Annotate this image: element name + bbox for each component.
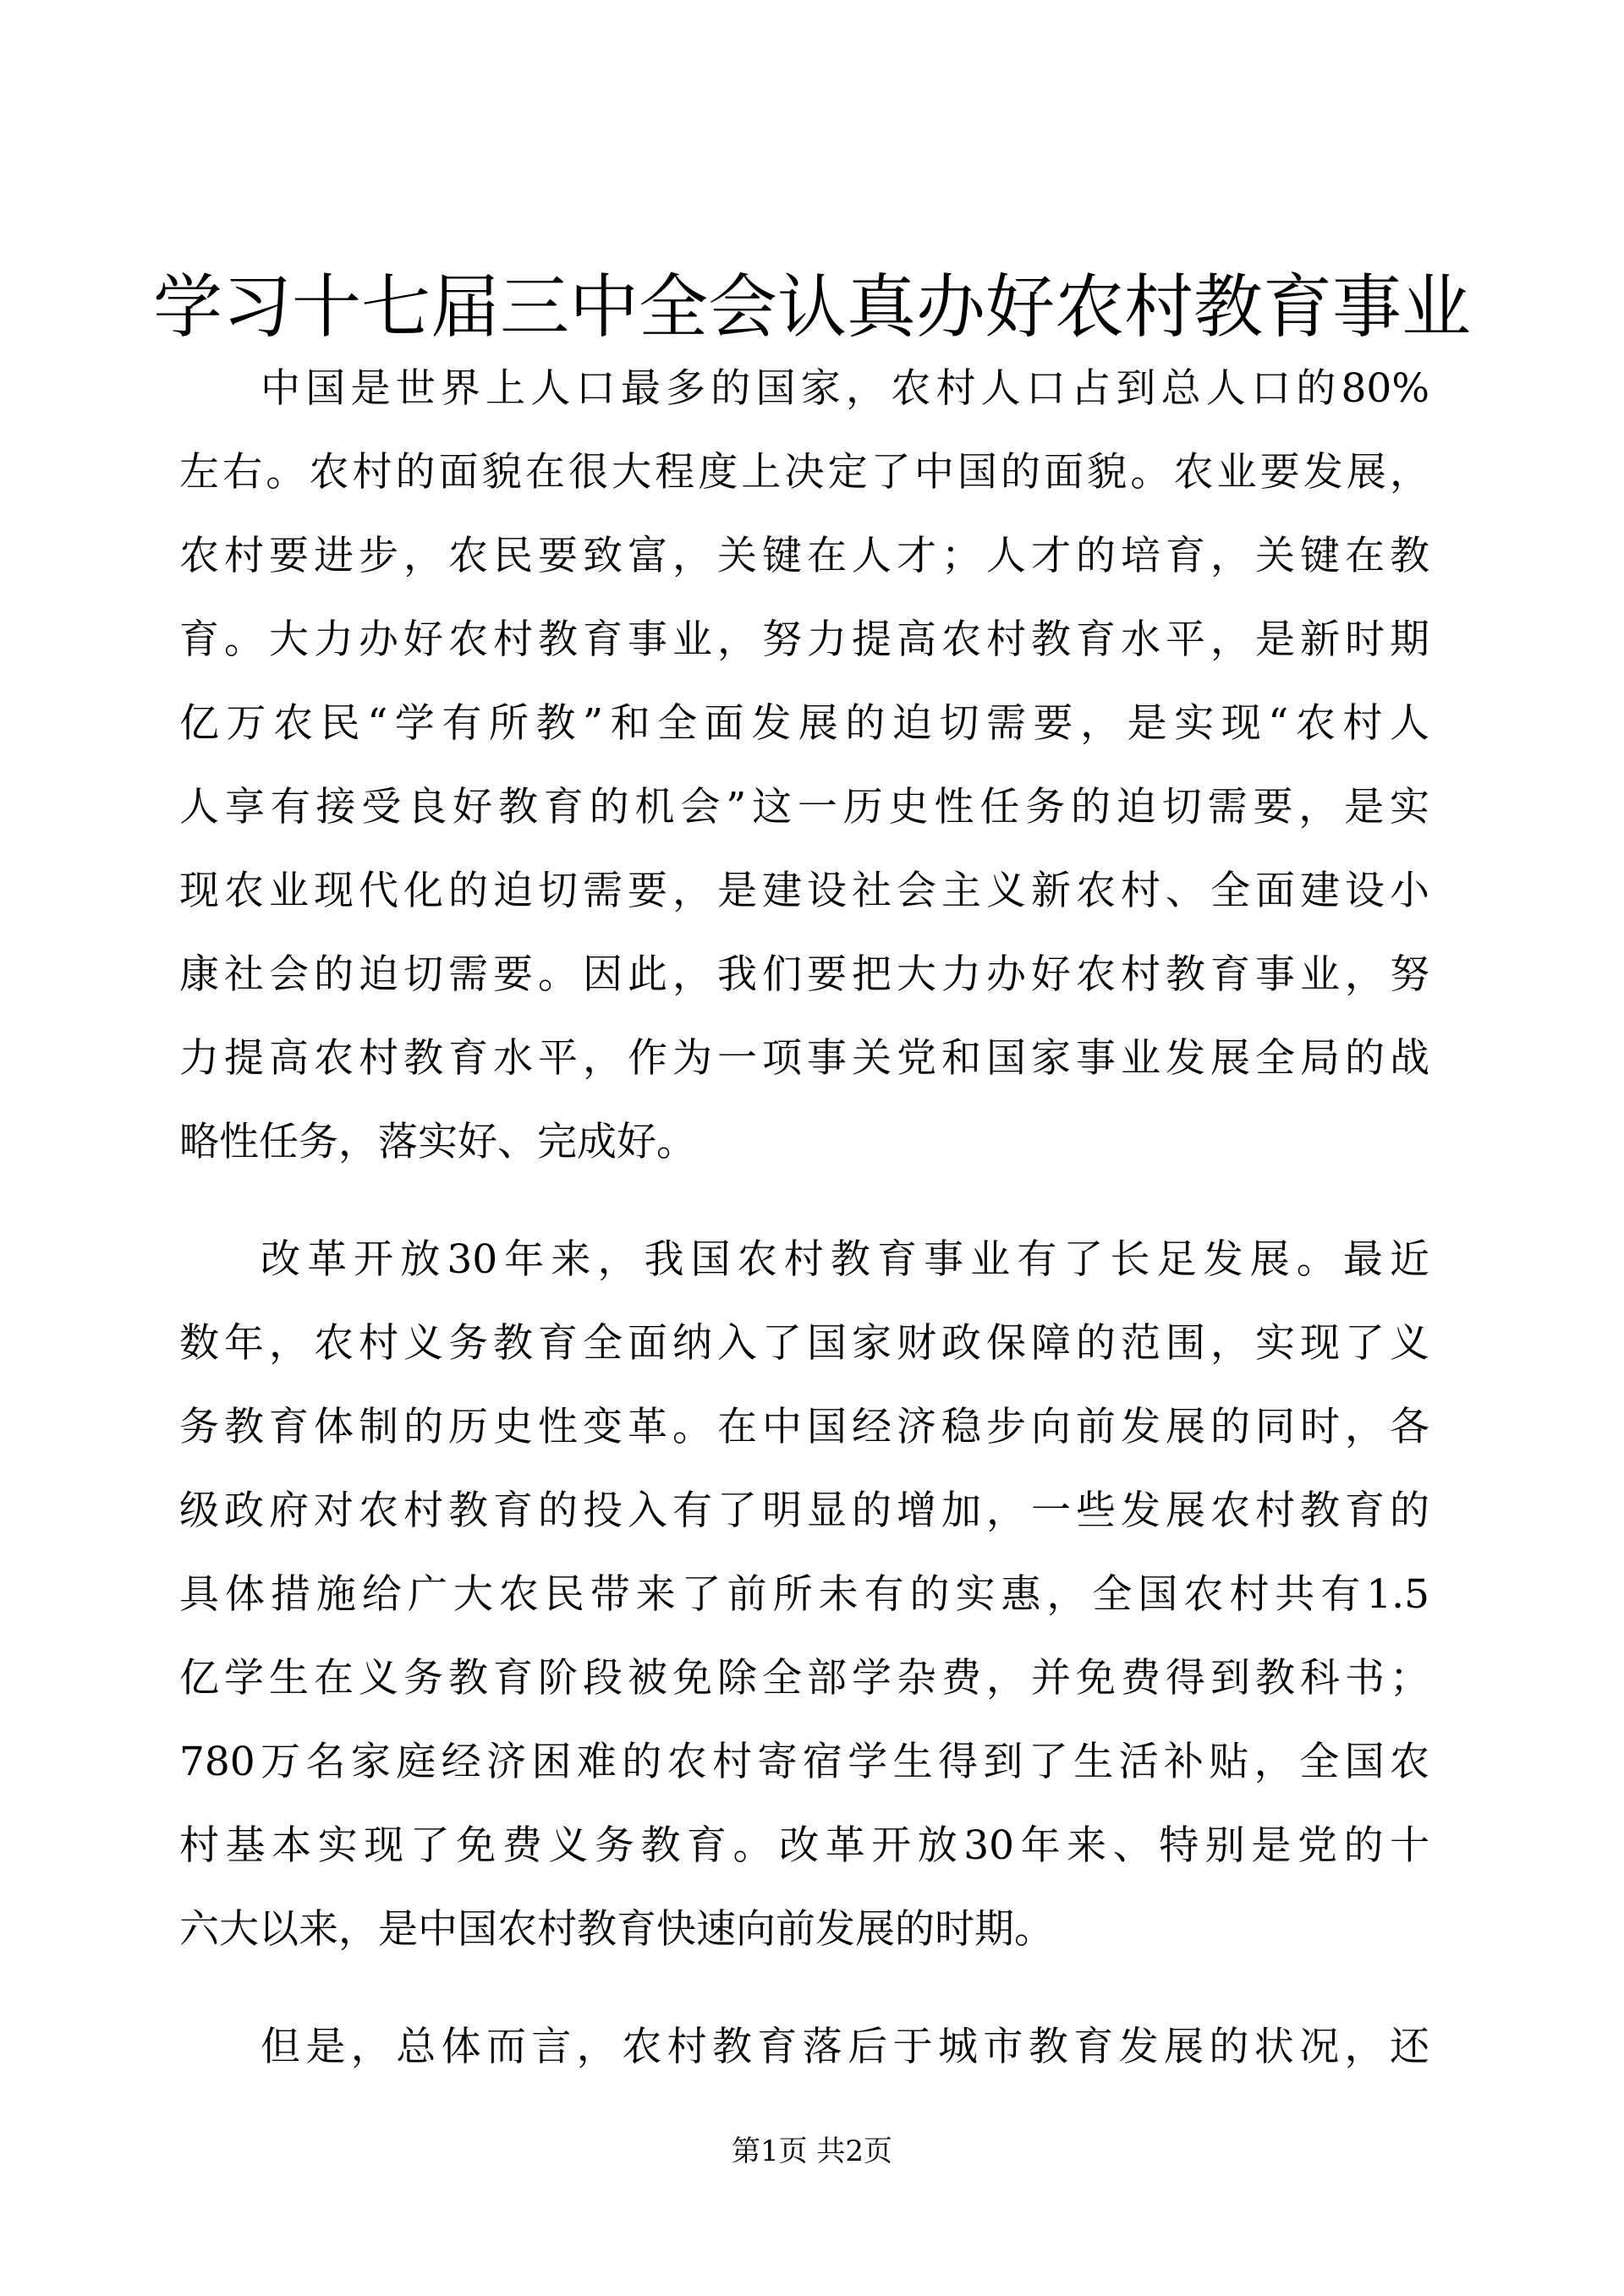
text-line: 现农业现代化的迫切需要，是建设社会主义新农村、全面建设小: [179, 868, 1429, 914]
text-line: 农村要进步，农民要致富，关键在人才；人才的培育，关键在教: [179, 533, 1429, 579]
text-line: 数年，农村义务教育全面纳入了国家财政保障的范围，实现了义: [179, 1320, 1429, 1367]
text-line: 略性任务，落实好、完成好。: [179, 1119, 696, 1165]
text-line: 六大以来，是中国农村教育快速向前发展的时期。: [179, 1906, 1054, 1953]
text-line: 具体措施给广大农民带来了前所未有的实惠，全国农村共有1.5: [179, 1571, 1429, 1618]
text-line: 780万名家庭经济困难的农村寄宿学生得到了生活补贴，全国农: [179, 1739, 1429, 1785]
text-line: 亿学生在义务教育阶段被免除全部学杂费，并免费得到教科书；: [179, 1655, 1429, 1701]
text-line: 左右。农村的面貌在很大程度上决定了中国的面貌。农业要发展，: [179, 449, 1429, 496]
text-line: 但是，总体而言，农村教育落后于城市教育发展的状况，还: [261, 2024, 1429, 2070]
text-line: 育。大力办好农村教育事业，努力提高农村教育水平，是新时期: [179, 616, 1429, 663]
text-line: 力提高农村教育水平，作为一项事关党和国家事业发展全局的战: [179, 1035, 1429, 1082]
text-line: 康社会的迫切需要。因此，我们要把大力办好农村教育事业，努: [179, 951, 1429, 998]
text-line: 村基本实现了免费义务教育。改革开放30年来、特别是党的十: [179, 1822, 1429, 1869]
text-line: 亿万农民“学有所教”和全面发展的迫切需要，是实现“农村人: [179, 700, 1429, 747]
text-line: 中国是世界上人口最多的国家，农村人口占到总人口的80%: [261, 365, 1429, 412]
document-title: 学习十七届三中全会认真办好农村教育事业: [152, 267, 1471, 348]
text-line: 级政府对农村教育的投入有了明显的增加，一些发展农村教育的: [179, 1488, 1429, 1534]
text-line: 改革开放30年来，我国农村教育事业有了长足发展。最近: [261, 1236, 1429, 1283]
text-line: 人享有接受良好教育的机会”这一历史性任务的迫切需要，是实: [179, 784, 1429, 830]
text-line: 务教育体制的历史性变革。在中国经济稳步向前发展的同时，各: [179, 1404, 1429, 1450]
page-footer: 第1页 共2页: [731, 2134, 893, 2168]
